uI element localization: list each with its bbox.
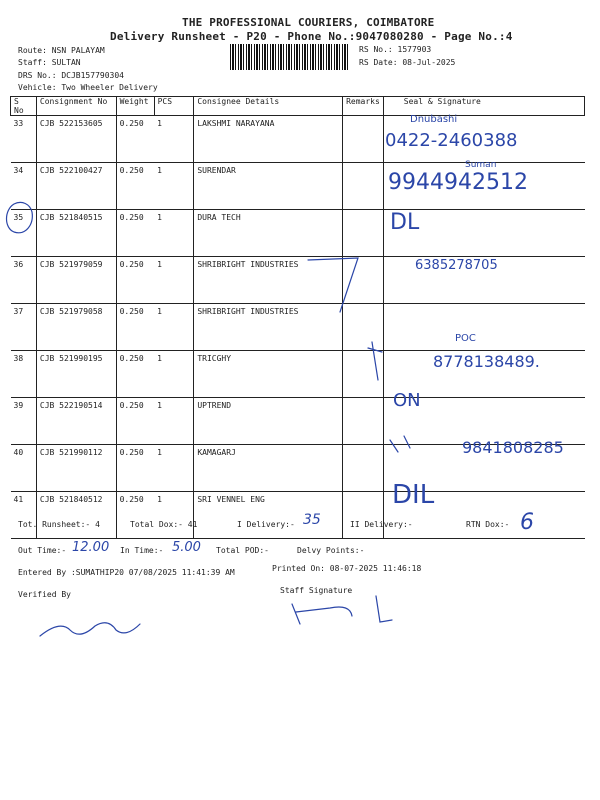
rs-number: RS No.: 1577903 xyxy=(359,45,432,54)
row-consignment: CJB 522153605 xyxy=(36,116,116,163)
row-sno: 36 xyxy=(11,257,37,304)
row-sno: 37 xyxy=(11,304,37,351)
handwritten-mark: ON xyxy=(393,390,421,411)
out-time-value: 12.00 xyxy=(72,540,110,555)
handwritten-mark: POC xyxy=(455,333,476,344)
col-sno: S No xyxy=(11,97,37,116)
row-consignee: UPTREND xyxy=(194,398,343,445)
row-consignee: SHRIBRIGHT INDUSTRIES xyxy=(194,304,343,351)
row-consignee: LAKSHMI NARAYANA xyxy=(194,116,343,163)
printed-on: Printed On: 08-07-2025 11:46:18 xyxy=(272,564,422,573)
col-consignment: Consignment No xyxy=(36,97,116,116)
row-weight: 0.250 xyxy=(116,398,154,445)
row-sno: 41 xyxy=(11,492,37,539)
row-pcs: 1 xyxy=(154,304,194,351)
runsheet-title: Delivery Runsheet - P20 - Phone No.:9047080280 - Page No.:4 xyxy=(110,30,513,43)
row-consignment: CJB 521840515 xyxy=(36,210,116,257)
row-sno: 40 xyxy=(11,445,37,492)
delvy-points-label: Delvy Points:- xyxy=(297,546,365,555)
in-time-label: In Time:- xyxy=(120,546,164,555)
rs-date: RS Date: 08-Jul-2025 xyxy=(359,58,456,67)
row-weight: 0.250 xyxy=(116,445,154,492)
row-weight: 0.250 xyxy=(116,116,154,163)
handwritten-phone: 8778138489. xyxy=(433,352,540,371)
row-weight: 0.250 xyxy=(116,492,154,539)
row-sno: 33 xyxy=(11,116,37,163)
row-consignee: DURA TECH xyxy=(194,210,343,257)
row-sno: 34 xyxy=(11,163,37,210)
in-time-value: 5.00 xyxy=(172,540,201,555)
out-time-label: Out Time:- xyxy=(18,546,67,555)
row-sno: 35 xyxy=(11,210,37,257)
row-weight: 0.250 xyxy=(116,257,154,304)
row-consignment: CJB 521990112 xyxy=(36,445,116,492)
handwritten-mark: DL xyxy=(390,210,420,235)
rtn-dox-label: RTN Dox:- xyxy=(466,520,510,529)
row-consignment: CJB 521979059 xyxy=(36,257,116,304)
row-sno: 39 xyxy=(11,398,37,445)
check-mark xyxy=(368,342,382,380)
row-consignee: SHRIBRIGHT INDUSTRIES xyxy=(194,257,343,304)
col-consignee: Consignee Details xyxy=(194,97,343,116)
company-name: THE PROFESSIONAL COURIERS, COIMBATORE xyxy=(182,16,435,29)
tot-runsheet: Tot. Runsheet:- 4 xyxy=(18,520,100,529)
row-pcs: 1 xyxy=(154,398,194,445)
circle-mark xyxy=(7,202,33,232)
total-dox: Total Dox:- 41 xyxy=(130,520,198,529)
row-pcs: 1 xyxy=(154,210,194,257)
row-consignment: CJB 521990195 xyxy=(36,351,116,398)
col-pcs: PCS xyxy=(154,97,194,116)
row-consignee: SRI VENNEL ENG xyxy=(194,492,343,539)
row-pcs: 1 xyxy=(154,257,194,304)
row-consignee: KAMAGARJ xyxy=(194,445,343,492)
total-pod-label: Total POD:- xyxy=(216,546,269,555)
handwritten-phone: 6385278705 xyxy=(415,258,498,273)
route-label: Route: NSN PALAYAM xyxy=(18,46,105,55)
rtn-dox-value: 6 xyxy=(520,510,534,535)
row-pcs: 1 xyxy=(154,445,194,492)
check-mark xyxy=(390,436,410,452)
col-remarks: Remarks xyxy=(343,97,384,116)
handwritten-mark: DIL xyxy=(392,480,435,510)
staff-signature-strokes xyxy=(292,596,392,624)
col-signature: Seal & Signature xyxy=(383,97,584,116)
i-delivery-value: 35 xyxy=(303,512,321,528)
row-sno: 38 xyxy=(11,351,37,398)
row-consignee: SURENDAR xyxy=(194,163,343,210)
col-weight: Weight xyxy=(116,97,154,116)
i-delivery-label: I Delivery:- xyxy=(237,520,295,529)
row-consignment: CJB 522100427 xyxy=(36,163,116,210)
entered-by: Entered By :SUMATHIP20 07/08/2025 11:41:39 AM xyxy=(18,568,235,577)
row-consignment: CJB 521979058 xyxy=(36,304,116,351)
row-weight: 0.250 xyxy=(116,163,154,210)
row-consignee: TRICGHY xyxy=(194,351,343,398)
row-pcs: 1 xyxy=(154,351,194,398)
verified-signature-strokes xyxy=(40,623,140,636)
drs-number: DRS No.: DCJB157790304 xyxy=(18,71,124,80)
check-mark xyxy=(308,258,358,312)
row-consignment: CJB 521840512 xyxy=(36,492,116,539)
row-weight: 0.250 xyxy=(116,210,154,257)
row-pcs: 1 xyxy=(154,116,194,163)
handwritten-name: Suman xyxy=(465,160,497,170)
row-pcs: 1 xyxy=(154,163,194,210)
row-weight: 0.250 xyxy=(116,304,154,351)
row-weight: 0.250 xyxy=(116,351,154,398)
handwritten-phone: 0422-2460388 xyxy=(385,130,518,151)
handwritten-phone: 9841808285 xyxy=(462,438,564,457)
handwritten-name: Dnubashi xyxy=(410,114,458,125)
handwritten-phone: 9944942512 xyxy=(388,170,528,195)
ii-delivery-label: II Delivery:- xyxy=(350,520,413,529)
row-consignment: CJB 522190514 xyxy=(36,398,116,445)
staff-signature-label: Staff Signature xyxy=(280,586,353,595)
vehicle-label: Vehicle: Two Wheeler Delivery xyxy=(18,83,158,92)
row-pcs: 1 xyxy=(154,492,194,539)
verified-by-label: Verified By xyxy=(18,590,71,599)
staff-label: Staff: SULTAN xyxy=(18,58,81,67)
